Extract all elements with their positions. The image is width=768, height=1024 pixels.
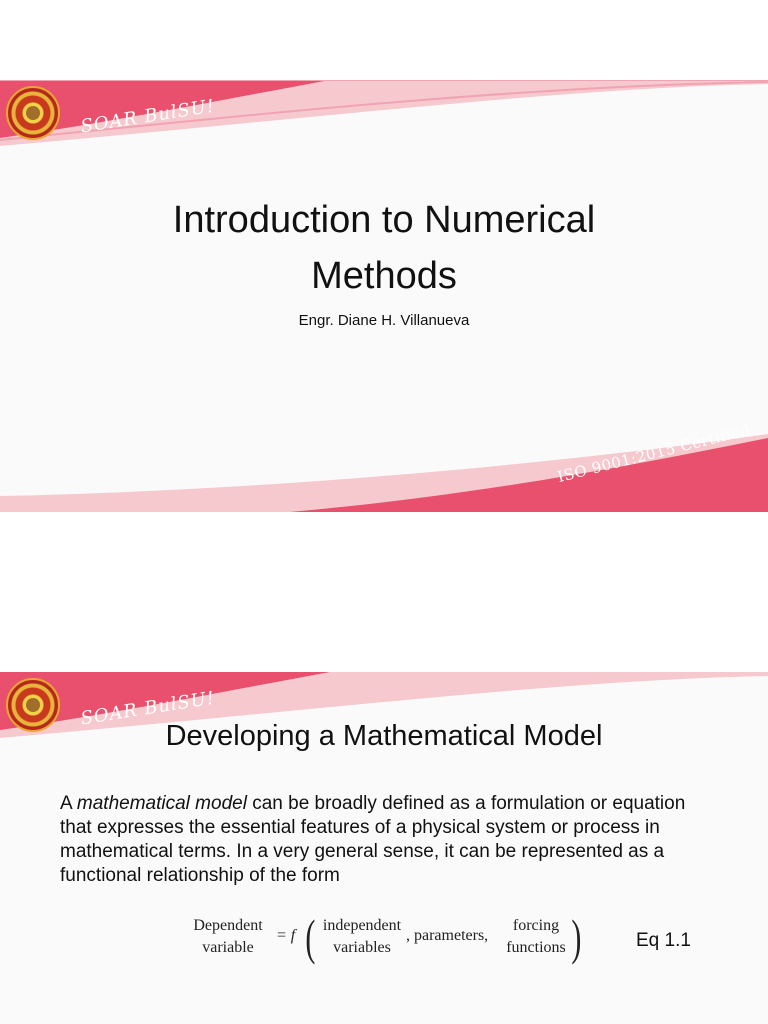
lhs-line-1: Dependent <box>193 917 263 934</box>
title-line-2: Methods <box>311 255 457 297</box>
slide-title: Developing a Mathematical Model <box>165 720 603 752</box>
equation-arg-parameters: , parameters, <box>406 927 489 944</box>
paragraph-lead: A <box>60 793 77 814</box>
title-slide <box>0 80 768 512</box>
equation-label: Eq 1.1 <box>636 930 691 951</box>
presentation-title <box>0 192 768 304</box>
definition-paragraph <box>60 792 720 888</box>
arg3-line-2: functions <box>506 939 566 956</box>
equation-1-1 <box>186 909 586 965</box>
arg1-line-2: variables <box>333 939 391 956</box>
author-name: Engr. Diane H. Villanueva <box>298 312 470 329</box>
paragraph-body: can be broadly defined as a formulation or equation that expresses the essential features of a physical system or process in mathematical terms. In a very general sense, it can be represented as a functional relationship of the form <box>60 793 686 886</box>
university-seal-logo <box>6 86 60 140</box>
right-paren: ) <box>571 909 582 965</box>
title-line-1: Introduction to Numerical <box>172 199 596 241</box>
arg3-line-1: forcing <box>512 917 560 934</box>
arg1-line-1: independent <box>322 917 402 934</box>
equation-arg-forcing <box>500 915 572 959</box>
left-paren: ( <box>305 909 316 965</box>
equation-arg-independent <box>314 915 410 959</box>
content-slide <box>0 672 768 1024</box>
lhs-line-2: variable <box>202 939 254 956</box>
motto-text: SOAR BulSU! <box>79 95 217 138</box>
equation-lhs <box>186 915 270 959</box>
motto-text: SOAR BulSU! <box>79 687 217 730</box>
iso-certification-text: ISO 9001:2015 Certified <box>555 420 753 486</box>
term-mathematical-model: mathematical model <box>76 793 247 814</box>
equals-function-symbol: = f <box>276 927 296 944</box>
